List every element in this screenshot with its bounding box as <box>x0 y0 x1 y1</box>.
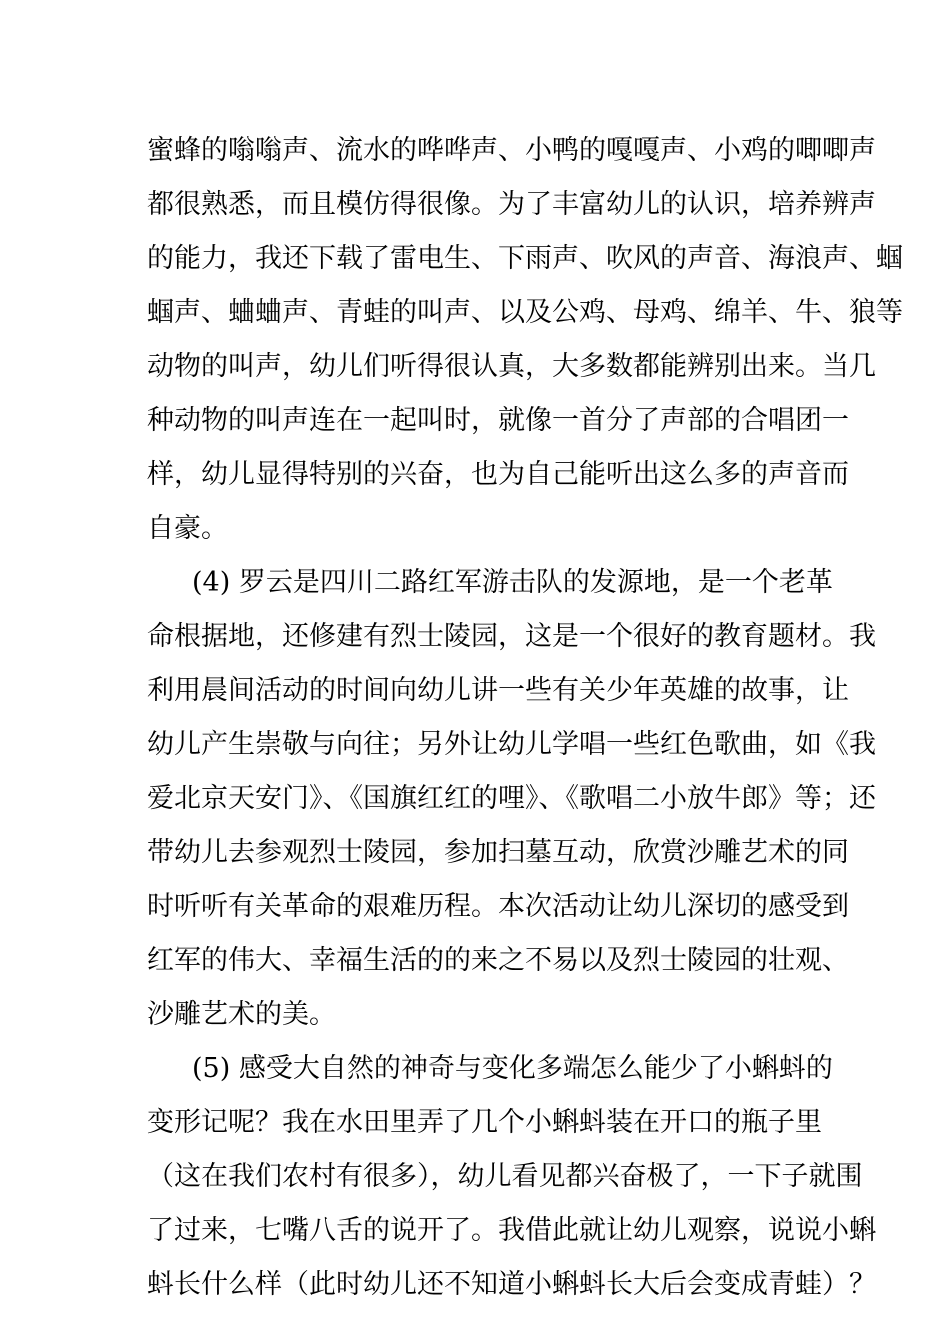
text-line: 时听听有关革命的艰难历程。本次活动让幼儿深切的感受到 <box>147 891 849 922</box>
text-line: 蝈声、蛐蛐声、青蛙的叫声、以及公鸡、母鸡、绵羊、牛、狼等 <box>147 297 903 328</box>
text-line: 的能力，我还下载了雷电生、下雨声、吹风的声音、海浪声、蝈 <box>147 243 903 274</box>
text-line: 自豪。 <box>147 513 228 544</box>
text-line: 利用晨间活动的时间向幼儿讲一些有关少年英雄的故事，让 <box>147 675 849 706</box>
text-line: 了过来，七嘴八舌的说开了。我借此就让幼儿观察，说说小蝌 <box>147 1215 876 1246</box>
body-text <box>147 124 903 1312</box>
text-line: 红军的伟大、幸福生活的的来之不易以及烈士陵园的壮观、 <box>147 945 849 976</box>
text-line: 带幼儿去参观烈士陵园，参加扫墓互动，欣赏沙雕艺术的同 <box>147 837 849 868</box>
text-line: 爱北京天安门》、《国旗红红的哩》、《歌唱二小放牛郎》等；还 <box>147 783 876 814</box>
text-line: 沙雕艺术的美。 <box>147 999 336 1030</box>
text-line: 样，幼儿显得特别的兴奋，也为自己能听出这么多的声音而 <box>147 459 849 490</box>
text-line: (4) 罗云是四川二路红军游击队的发源地，是一个老革 <box>192 567 833 598</box>
text-line: (5) 感受大自然的神奇与变化多端怎么能少了小蝌蚪的 <box>192 1053 833 1084</box>
text-line: 动物的叫声，幼儿们听得很认真，大多数都能辨别出来。当几 <box>147 351 876 382</box>
text-line: 命根据地，还修建有烈士陵园，这是一个很好的教育题材。我 <box>147 621 876 652</box>
text-line: 变形记呢？我在水田里弄了几个小蝌蚪装在开口的瓶子里 <box>147 1107 822 1138</box>
text-line: 蚪长什么样（此时幼儿还不知道小蝌蚪长大后会变成青蛙）？ <box>147 1269 876 1300</box>
text-line: 都很熟悉，而且模仿得很像。为了丰富幼儿的认识，培养辨声 <box>147 189 876 220</box>
text-line: （这在我们农村有很多），幼儿看见都兴奋极了，一下子就围 <box>147 1161 863 1192</box>
text-line: 种动物的叫声连在一起叫时，就像一首分了声部的合唱团一 <box>147 405 849 436</box>
text-line: 蜜蜂的嗡嗡声、流水的哗哗声、小鸭的嘎嘎声、小鸡的唧唧声 <box>147 135 876 166</box>
text-line: 幼儿产生崇敬与向往；另外让幼儿学唱一些红色歌曲，如《我 <box>147 729 876 760</box>
